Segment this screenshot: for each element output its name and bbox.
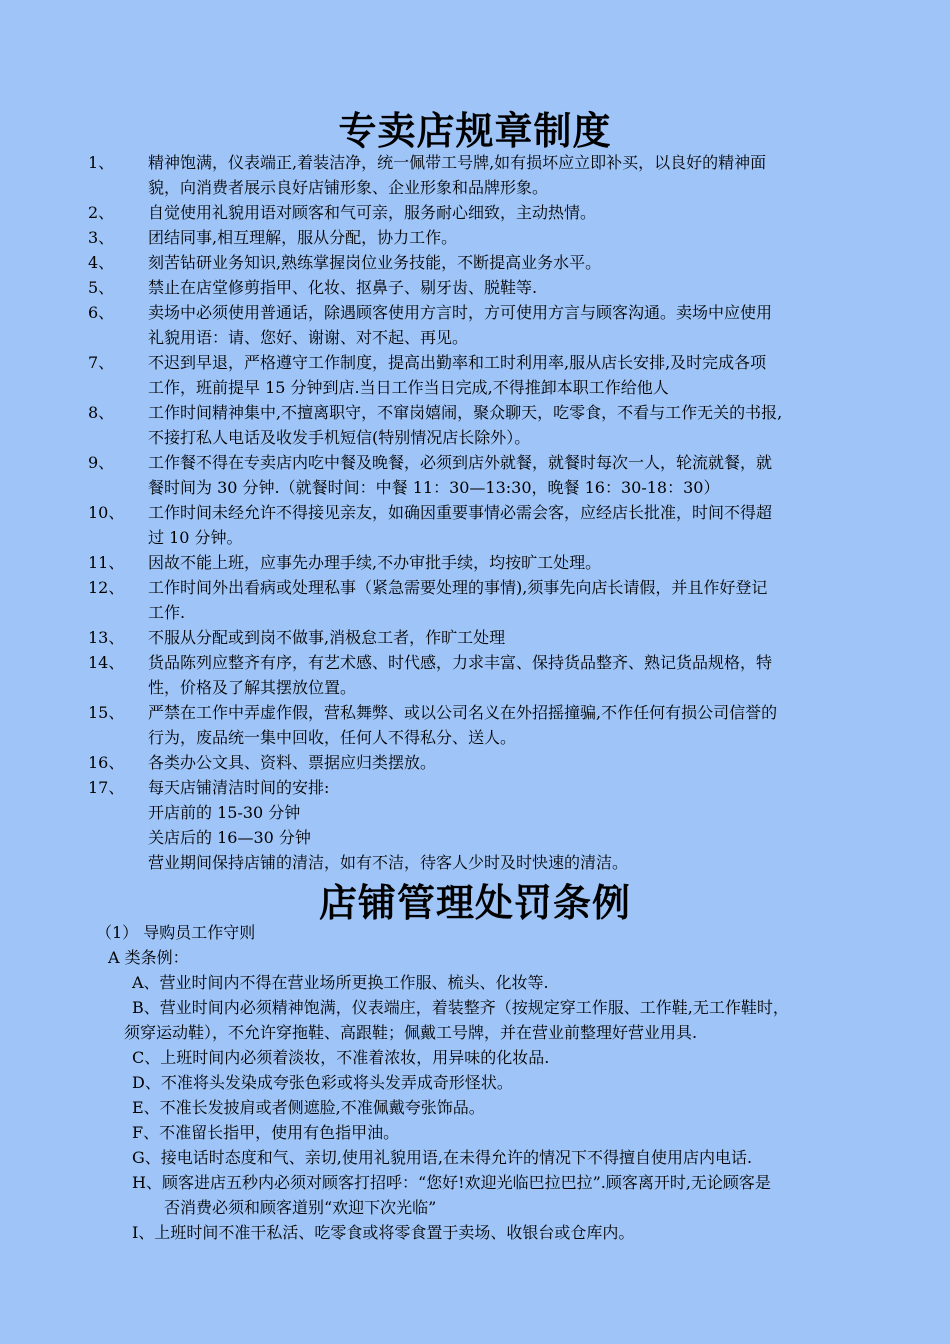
rule-item xyxy=(88,350,918,400)
rule-line: 自觉使用礼貌用语对顾客和气可亲，服务耐心细致，主动热情。 xyxy=(148,203,597,222)
rule-line: 不迟到早退，严格遵守工作制度，提高出勤率和工时利用率,服从店长安排,及时完成各项 xyxy=(148,353,767,372)
rule-line: 每天店铺清洁时间的安排: xyxy=(148,778,330,797)
rule-number: 7、 xyxy=(88,353,115,372)
rule-text xyxy=(148,250,918,275)
rule-text xyxy=(148,650,918,700)
rule-line: 精神饱满，仪表端正,着装洁净，统一佩带工号牌,如有损坏应立即补买，以良好的精神面 xyxy=(148,153,767,172)
rule-item xyxy=(88,275,918,300)
rule-line: 不接打私人电话及收发手机短信(特别情况店长除外）。 xyxy=(148,428,531,447)
rule-item xyxy=(88,500,918,550)
penalty-item: H、顾客进店五秒内必须对顾客打招呼：“您好!欢迎光临巴拉巴拉”.顾客离开时,无论顾客是 xyxy=(132,1173,771,1192)
penalty-item: E、不准长发披肩或者侧遮脸,不准佩戴夸张饰品。 xyxy=(132,1098,485,1117)
rule-text xyxy=(148,400,918,450)
penalty-item: B、营业时间内必须精神饱满，仪表端庄，着装整齐（按规定穿工作服、工作鞋,无工作鞋时， xyxy=(132,998,789,1017)
rule-text xyxy=(148,700,918,750)
rule-item xyxy=(88,200,918,225)
rule-text xyxy=(148,550,918,575)
penalty-item: I、上班时间不准干私活、吃零食或将零食置于卖场、收银台或仓库内。 xyxy=(132,1223,635,1242)
rule-item xyxy=(88,775,918,875)
rule-item xyxy=(88,250,918,275)
rule-line: 各类办公文具、资料、票据应归类摆放。 xyxy=(148,753,437,772)
penalty-item: C、上班时间内必须着淡妆，不准着浓妆，用异味的化妆品. xyxy=(132,1048,550,1067)
rule-line: 工作. xyxy=(148,603,186,622)
rule-item xyxy=(88,300,918,350)
penalty-item: D、不准将头发染成夸张色彩或将头发弄成奇形怪状。 xyxy=(132,1073,513,1092)
rule-item xyxy=(88,450,918,500)
rule-line: 工作时间外出看病或处理私事（紧急需要处理的事情),须事先向店长请假，并且作好登记 xyxy=(148,578,768,597)
rule-number: 10、 xyxy=(88,503,125,522)
rule-item xyxy=(88,400,918,450)
rule-line: 严禁在工作中弄虚作假，营私舞弊、或以公司名义在外招摇撞骗,不作任何有损公司信誉的 xyxy=(148,703,778,722)
rule-line: 关店后的 16—30 分钟 xyxy=(148,828,311,847)
page-title: 专卖店规章制度 xyxy=(338,108,612,153)
rule-number: 13、 xyxy=(88,628,125,647)
rule-line: 工作，班前提早 15 分钟到店.当日工作当日完成,不得推卸本职工作给他人 xyxy=(148,378,669,397)
rule-number: 4、 xyxy=(88,253,115,272)
penalty-item: F、不准留长指甲，使用有色指甲油。 xyxy=(132,1123,400,1142)
rule-number: 15、 xyxy=(88,703,125,722)
rule-number: 1、 xyxy=(88,153,115,172)
section-subheading: A 类条例： xyxy=(108,948,189,967)
rule-number: 17、 xyxy=(88,778,125,797)
rule-line: 性，价格及了解其摆放位置。 xyxy=(148,678,357,697)
rule-text xyxy=(148,500,918,550)
rule-item xyxy=(88,700,918,750)
rule-text xyxy=(148,225,918,250)
rule-line: 营业期间保持店铺的清洁，如有不洁，待客人少时及时快速的清洁。 xyxy=(148,853,629,872)
rule-line: 工作餐不得在专卖店内吃中餐及晚餐，必须到店外就餐，就餐时每次一人，轮流就餐，就 xyxy=(148,453,773,472)
rule-line: 刻苦钻研业务知识,熟练掌握岗位业务技能，不断提高业务水平。 xyxy=(148,253,602,272)
rule-number: 12、 xyxy=(88,578,125,597)
rule-line: 工作时间精神集中,不擅离职守，不窜岗嬉闹，聚众聊天，吃零食，不看与工作无关的书报, xyxy=(148,403,783,422)
rule-line: 开店前的 15-30 分钟 xyxy=(148,803,301,822)
rule-line: 餐时间为 30 分钟.（就餐时间：中餐 11：30—13:30，晚餐 16：30-18：30） xyxy=(148,478,720,497)
rule-number: 8、 xyxy=(88,403,115,422)
section-heading: （1） 导购员工作守则 xyxy=(96,923,256,942)
rule-number: 3、 xyxy=(88,228,115,247)
rule-text xyxy=(148,150,918,200)
penalty-items xyxy=(96,970,916,1245)
rule-line: 工作时间未经允许不得接见亲友，如确因重要事情必需会客，应经店长批准，时间不得超 xyxy=(148,503,773,522)
rule-item xyxy=(88,150,918,200)
rule-text xyxy=(148,300,918,350)
rules-list xyxy=(88,150,918,875)
penalty-item-continuation: 否消费必须和顾客道别“欢迎下次光临” xyxy=(164,1198,437,1217)
rule-line: 不服从分配或到岗不做事,消极怠工者，作旷工处理 xyxy=(148,628,506,647)
rule-line: 团结同事,相互理解，服从分配，协力工作。 xyxy=(148,228,458,247)
rule-number: 9、 xyxy=(88,453,115,472)
rule-item xyxy=(88,625,918,650)
rule-text xyxy=(148,350,918,400)
penalty-item-continuation: 须穿运动鞋），不允许穿拖鞋、高跟鞋；佩戴工号牌，并在营业前整理好营业用具. xyxy=(124,1023,698,1042)
penalty-section xyxy=(96,920,916,1245)
rule-number: 5、 xyxy=(88,278,115,297)
rule-text xyxy=(148,775,918,875)
rule-line: 礼貌用语：请、您好、谢谢、对不起、再见。 xyxy=(148,328,469,347)
rule-text xyxy=(148,450,918,500)
rule-line: 因故不能上班，应事先办理手续,不办审批手续，均按旷工处理。 xyxy=(148,553,602,572)
rule-number: 2、 xyxy=(88,203,115,222)
rule-text xyxy=(148,750,918,775)
rule-line: 貌，向消费者展示良好店铺形象、企业形象和品牌形象。 xyxy=(148,178,549,197)
rule-line: 卖场中必须使用普通话，除遇顾客使用方言时，方可使用方言与顾客沟通。卖场中应使用 xyxy=(148,303,773,322)
rule-number: 16、 xyxy=(88,753,125,772)
rule-text xyxy=(148,625,918,650)
rule-item xyxy=(88,650,918,700)
rule-item xyxy=(88,550,918,575)
penalty-item: A、营业时间内不得在营业场所更换工作服、梳头、化妆等. xyxy=(132,973,549,992)
rule-text xyxy=(148,275,918,300)
rule-line: 行为，废品统一集中回收，任何人不得私分、送人。 xyxy=(148,728,517,747)
rule-line: 货品陈列应整齐有序，有艺术感、时代感，力求丰富、保持货品整齐、熟记货品规格，特 xyxy=(148,653,773,672)
section-title: 店铺管理处罚条例 xyxy=(318,880,631,925)
penalty-item: G、接电话时态度和气、亲切,使用礼貌用语,在未得允许的情况下不得擅自使用店内电话. xyxy=(132,1148,753,1167)
rule-item xyxy=(88,750,918,775)
rule-number: 6、 xyxy=(88,303,115,322)
rule-number: 14、 xyxy=(88,653,125,672)
rule-text xyxy=(148,575,918,625)
rule-line: 过 10 分钟。 xyxy=(148,528,243,547)
rule-text xyxy=(148,200,918,225)
rule-item xyxy=(88,225,918,250)
rule-line: 禁止在店堂修剪指甲、化妆、抠鼻子、剔牙齿、脱鞋等. xyxy=(148,278,538,297)
rule-item xyxy=(88,575,918,625)
rule-number: 11、 xyxy=(88,553,125,572)
